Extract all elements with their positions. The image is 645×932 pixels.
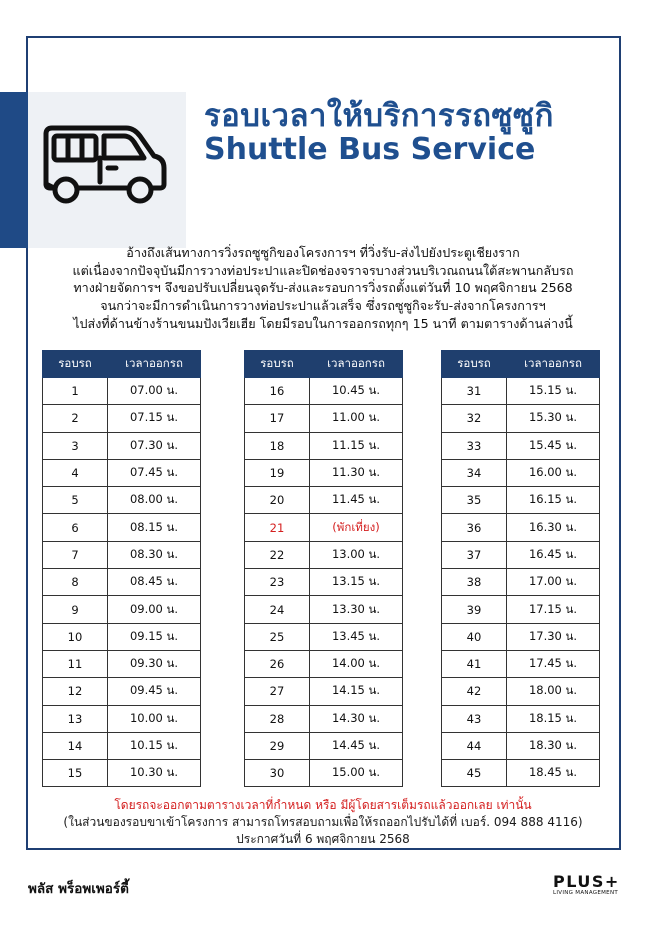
- departure-time: 15.45 น.: [507, 432, 600, 459]
- departure-time: 16.45 น.: [507, 541, 600, 568]
- table-row: [245, 760, 403, 787]
- intro-line: อ้างถึงเส้นทางการวิ่งรถซูซูกิของโครงการฯ ที่วิ่งรับ-ส่งไปยังประตูเชียงราก: [126, 245, 520, 260]
- intro-line: แต่เนื่องจากปัจจุบันมีการวางท่อประปาและปิดช่องจราจรบางส่วนบริเวณถนนใต้สะพานกลับรถ: [72, 262, 574, 278]
- departure-time: 09.00 น.: [108, 596, 201, 623]
- departure-time: 08.15 น.: [108, 514, 201, 541]
- round-number: 20: [245, 487, 310, 514]
- van-icon: [40, 122, 168, 206]
- departure-time: 13.00 น.: [310, 541, 403, 568]
- round-number: 17: [245, 405, 310, 432]
- round-number: 44: [442, 732, 507, 759]
- round-number: 40: [442, 623, 507, 650]
- departure-time: 11.00 น.: [310, 405, 403, 432]
- departure-time: 15.00 น.: [310, 760, 403, 787]
- round-number: 26: [245, 650, 310, 677]
- round-number: 39: [442, 596, 507, 623]
- departure-time: 14.00 น.: [310, 650, 403, 677]
- round-number: 3: [43, 432, 108, 459]
- table-row: [43, 678, 201, 705]
- departure-time: 14.30 น.: [310, 705, 403, 732]
- round-number: 28: [245, 705, 310, 732]
- notes-section: [40, 797, 606, 848]
- table-row: [43, 760, 201, 787]
- round-number: 38: [442, 569, 507, 596]
- table-row: [442, 678, 600, 705]
- intro-paragraph: [40, 244, 606, 333]
- table-row: [442, 760, 600, 787]
- departure-time: 10.00 น.: [108, 705, 201, 732]
- round-number: 19: [245, 459, 310, 486]
- header-departure-time: เวลาออกรถ: [108, 351, 201, 378]
- round-number: 9: [43, 596, 108, 623]
- side-accent-bar: [0, 92, 28, 248]
- table-row: [245, 596, 403, 623]
- departure-time: 07.45 น.: [108, 459, 201, 486]
- round-number: 34: [442, 459, 507, 486]
- table-row: [245, 732, 403, 759]
- table-row: [43, 541, 201, 568]
- table-row: [43, 459, 201, 486]
- round-number: 15: [43, 760, 108, 787]
- table-row: [245, 623, 403, 650]
- table-row: [43, 432, 201, 459]
- departure-time: 18.30 น.: [507, 732, 600, 759]
- table-row: [43, 596, 201, 623]
- departure-time: 07.30 น.: [108, 432, 201, 459]
- departure-time: 18.00 น.: [507, 678, 600, 705]
- departure-time: 08.00 น.: [108, 487, 201, 514]
- table-row: [43, 732, 201, 759]
- table-row: [442, 732, 600, 759]
- departure-time: 16.30 น.: [507, 514, 600, 541]
- round-number: 29: [245, 732, 310, 759]
- round-number: 21: [245, 514, 310, 541]
- header-round: รอบรถ: [43, 351, 108, 378]
- round-number: 30: [245, 760, 310, 787]
- round-number: 4: [43, 459, 108, 486]
- departure-time: 08.30 น.: [108, 541, 201, 568]
- table-row: [442, 541, 600, 568]
- departure-time: 16.15 น.: [507, 487, 600, 514]
- round-number: 36: [442, 514, 507, 541]
- table-row: [442, 514, 600, 541]
- table-row: [442, 432, 600, 459]
- round-number: 35: [442, 487, 507, 514]
- table-row: [442, 378, 600, 405]
- van-icon-box: [28, 92, 186, 248]
- departure-time: 13.15 น.: [310, 569, 403, 596]
- round-number: 8: [43, 569, 108, 596]
- table-row: [245, 459, 403, 486]
- logo-text: PLUS+: [553, 872, 620, 891]
- title-english: Shuttle Bus Service: [204, 132, 536, 167]
- departure-time: 11.45 น.: [310, 487, 403, 514]
- table-row: [245, 432, 403, 459]
- header-departure-time: เวลาออกรถ: [507, 351, 600, 378]
- table-row: [442, 569, 600, 596]
- round-number: 31: [442, 378, 507, 405]
- round-number: 27: [245, 678, 310, 705]
- departure-time: 16.00 น.: [507, 459, 600, 486]
- departure-time: 09.45 น.: [108, 678, 201, 705]
- table-row: [245, 678, 403, 705]
- table-row: [43, 569, 201, 596]
- logo-subtitle: LIVING MANAGEMENT: [553, 890, 619, 896]
- departure-time: 10.45 น.: [310, 378, 403, 405]
- round-number: 2: [43, 405, 108, 432]
- schedule-table-3: [441, 350, 600, 787]
- table-row: [442, 650, 600, 677]
- table-row: [442, 623, 600, 650]
- round-number: 22: [245, 541, 310, 568]
- round-number: 41: [442, 650, 507, 677]
- departure-time: 17.30 น.: [507, 623, 600, 650]
- table-row: [245, 514, 403, 541]
- departure-time: 11.15 น.: [310, 432, 403, 459]
- departure-time: 17.00 น.: [507, 569, 600, 596]
- departure-time: 17.15 น.: [507, 596, 600, 623]
- round-number: 23: [245, 569, 310, 596]
- table-row: [442, 596, 600, 623]
- departure-time: 15.30 น.: [507, 405, 600, 432]
- table-row: [43, 514, 201, 541]
- header-round: รอบรถ: [442, 351, 507, 378]
- table-row: [43, 650, 201, 677]
- round-number: 13: [43, 705, 108, 732]
- round-number: 45: [442, 760, 507, 787]
- title-thai: รอบเวลาให้บริการรถซูซูกิ: [204, 98, 554, 134]
- round-number: 37: [442, 541, 507, 568]
- departure-time: 13.45 น.: [310, 623, 403, 650]
- table-row: [245, 487, 403, 514]
- departure-time: 07.00 น.: [108, 378, 201, 405]
- departure-time: (พักเที่ยง): [310, 514, 403, 541]
- table-row: [245, 705, 403, 732]
- intro-line: จนกว่าจะมีการดำเนินการวางท่อประปาแล้วเสร็จ ซึ่งรถซูซูกิจะรับ-ส่งจากโครงการฯ: [100, 298, 546, 314]
- table-row: [442, 405, 600, 432]
- round-number: 12: [43, 678, 108, 705]
- table-row: [245, 569, 403, 596]
- departure-time: 09.15 น.: [108, 623, 201, 650]
- departure-time: 14.45 น.: [310, 732, 403, 759]
- table-row: [43, 705, 201, 732]
- departure-time: 14.15 น.: [310, 678, 403, 705]
- round-number: 25: [245, 623, 310, 650]
- departure-time: 18.15 น.: [507, 705, 600, 732]
- departure-time: 08.45 น.: [108, 569, 201, 596]
- round-number: 14: [43, 732, 108, 759]
- schedule-table-1: [42, 350, 201, 787]
- departure-rule-note: โดยรถจะออกตามตารางเวลาที่กำหนด หรือ มีผู้โดยสารเต็มรถแล้วออกเลย เท่านั้น: [114, 798, 532, 812]
- intro-line: ไปส่งที่ด้านข้างร้านขนมปังเวียเฮีย โดยมีรอบในการออกรถทุกๆ 15 นาที ตามตารางด้านล่างนี้: [73, 315, 573, 331]
- table-row: [245, 541, 403, 568]
- departure-time: 18.45 น.: [507, 760, 600, 787]
- round-number: 18: [245, 432, 310, 459]
- departure-time: 10.15 น.: [108, 732, 201, 759]
- round-number: 42: [442, 678, 507, 705]
- round-number: 24: [245, 596, 310, 623]
- departure-time: 15.15 น.: [507, 378, 600, 405]
- departure-time: 13.30 น.: [310, 596, 403, 623]
- table-row: [245, 650, 403, 677]
- schedule-table-2: [244, 350, 403, 787]
- header-round: รอบรถ: [245, 351, 310, 378]
- contact-note: (ในส่วนของรอบขาเข้าโครงการ สามารถโทรสอบถามเพื่อให้รถออกไปรับได้ที่ เบอร์. 094 888 4116): [63, 815, 583, 829]
- round-number: 7: [43, 541, 108, 568]
- header-departure-time: เวลาออกรถ: [310, 351, 403, 378]
- departure-time: 11.30 น.: [310, 459, 403, 486]
- round-number: 11: [43, 650, 108, 677]
- departure-time: 09.30 น.: [108, 650, 201, 677]
- round-number: 10: [43, 623, 108, 650]
- round-number: 6: [43, 514, 108, 541]
- table-row: [43, 378, 201, 405]
- round-number: 1: [43, 378, 108, 405]
- table-row: [43, 487, 201, 514]
- round-number: 16: [245, 378, 310, 405]
- round-number: 33: [442, 432, 507, 459]
- round-number: 43: [442, 705, 507, 732]
- table-row: [442, 459, 600, 486]
- intro-line: ทางฝ่ายจัดการฯ จึงขอปรับเปลี่ยนจุดรับ-ส่งและรอบการวิ่งรถตั้งแต่วันที่ 10 พฤศจิกายน 2568: [73, 280, 573, 296]
- announcement-date: ประกาศวันที่ 6 พฤศจิกายน 2568: [236, 832, 410, 846]
- table-row: [442, 705, 600, 732]
- brand-logo: [553, 872, 620, 896]
- round-number: 32: [442, 405, 507, 432]
- departure-time: 07.15 น.: [108, 405, 201, 432]
- table-row: [43, 405, 201, 432]
- table-row: [43, 623, 201, 650]
- company-name: พลัส พร็อพเพอร์ตี้: [28, 881, 129, 897]
- table-row: [245, 405, 403, 432]
- table-row: [442, 487, 600, 514]
- round-number: 5: [43, 487, 108, 514]
- table-row: [245, 378, 403, 405]
- departure-time: 10.30 น.: [108, 760, 201, 787]
- departure-time: 17.45 น.: [507, 650, 600, 677]
